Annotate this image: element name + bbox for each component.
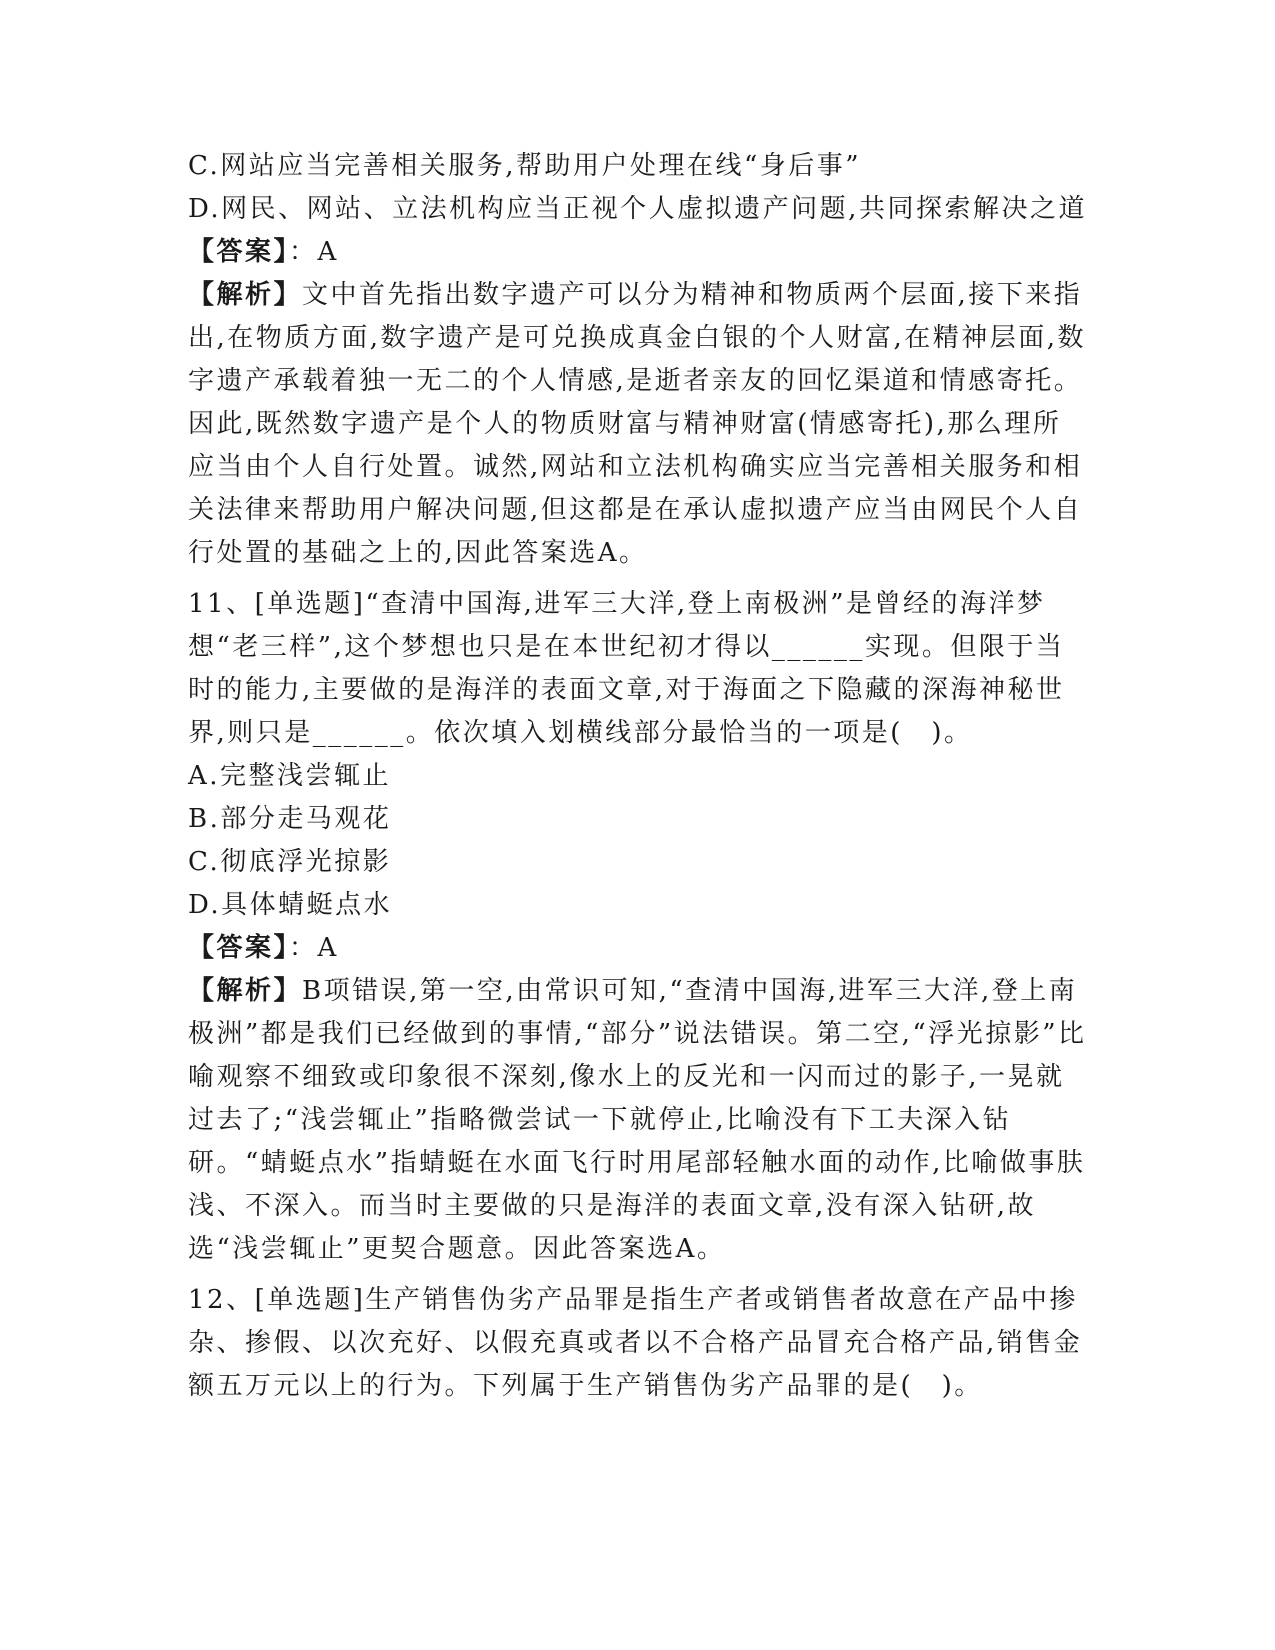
answer-value: ：A [289, 933, 339, 963]
analysis-label: 【解析】 [188, 976, 303, 1006]
answer-label: 【答案】 [188, 237, 290, 267]
q11-analysis [188, 970, 1088, 1271]
answer-label: 【答案】 [188, 933, 290, 963]
analysis-label: 【解析】 [188, 280, 303, 310]
q12-stem: 12、[单选题]生产销售伪劣产品罪是指生产者或销售者故意在产品中掺杂、掺假、以次充好、以假充真或者以不合格产品冒充合格产品,销售金额五万元以上的行为。下列属于生产销售伪劣产品罪的是( )。 [188, 1285, 1083, 1401]
q11-answer [188, 927, 1088, 970]
q11-stem: 11、[单选题]“查清中国海,进军三大洋,登上南极洲”是曾经的海洋梦想“老三样”,这个梦想也只是在本世纪初才得以______实现。但限于当时的能力,主要做的是海洋的表面文章,对于海面之下隐藏的深海神秘世界,则只是______。依次填入划横线部分最恰当的一项是( )。 [188, 589, 1065, 748]
q10-answer [188, 231, 1088, 274]
q11-option-b: B.部分走马观花 [188, 804, 392, 834]
q11-option-a: A.完整浅尝辄止 [188, 761, 392, 791]
analysis-text: B项错误,第一空,由常识可知,“查清中国海,进军三大洋,登上南极洲”都是我们已经做到的事情,“部分”说法错误。第二空,“浮光掠影”比喻观察不细致或印象很不深刻,像水上的反光和一闪而过的影子,一晃就过去了;“浅尝辄止”指略微尝试一下就停止,比喻没有下工夫深入钻研。“蜻蜓点水”指蜻蜓在水面飞行时用尾部轻触水面的动作,比喻做事肤浅、不深入。而当时主要做的只是海洋的表面文章,没有深入钻研,故选“浅尝辄止”更契合题意。因此答案选A。 [188, 976, 1087, 1264]
answer-value: ：A [289, 237, 339, 267]
q10-analysis [188, 274, 1088, 575]
q10-option-c: C.网站应当完善相关服务,帮助用户处理在线“身后事” [188, 151, 862, 181]
analysis-text: 文中首先指出数字遗产可以分为精神和物质两个层面,接下来指出,在物质方面,数字遗产是可兑换成真金白银的个人财富,在精神层面,数字遗产承载着独一无二的个人情感,是逝者亲友的回忆渠道和情感寄托。因此,既然数字遗产是个人的物质财富与精神财富(情感寄托),那么理所应当由个人自行处置。诚然,网站和立法机构确实应当完善相关服务和相关法律来帮助用户解决问题,但这都是在承认虚拟遗产应当由网民个人自行处置的基础之上的,因此答案选A。 [188, 280, 1087, 568]
document-page [188, 145, 1088, 1408]
q10-option-d: D.网民、网站、立法机构应当正视个人虚拟遗产问题,共同探索解决之道 [188, 194, 1087, 224]
q11-option-d: D.具体蜻蜓点水 [188, 890, 393, 920]
q11-option-c: C.彻底浮光掠影 [188, 847, 392, 877]
